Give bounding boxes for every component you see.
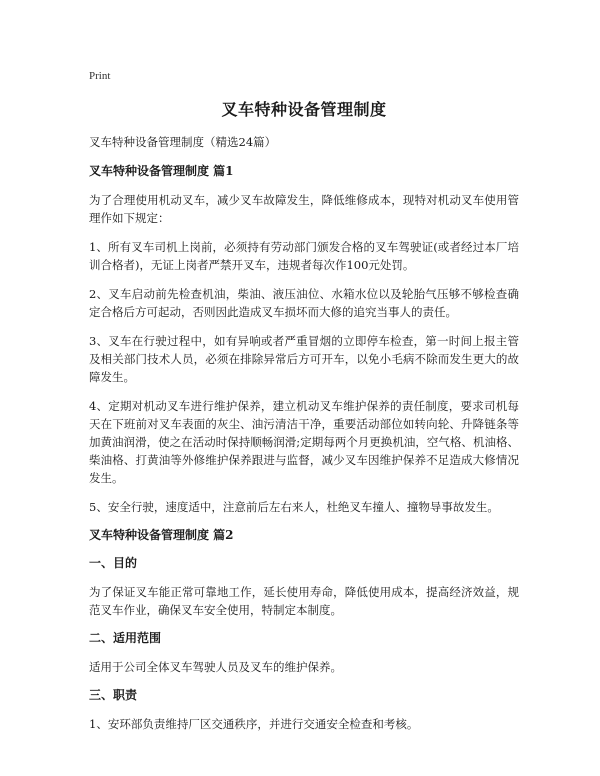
part-1-item-5: 5、安全行驶，速度适中，注意前后左右来人，杜绝叉车撞人、撞物导事故发生。: [89, 500, 499, 514]
document-subtitle: 叉车特种设备管理制度（精选24篇）: [89, 135, 277, 149]
part-1-intro: 为了合理使用机动叉车，减少叉车故障发生，降低维修成本，现特对机动叉车使用管理作如下规定：: [89, 193, 519, 225]
duties-item-1: 1、安环部负责维持厂区交通秩序，并进行交通安全检查和考核。: [89, 717, 419, 731]
part-1-item-4: 4、定期对机动叉车进行维护保养，建立机动叉车维护保养的责任制度，要求司机每天在下班前对叉车表面的灰尘、油污清洁干净，重要活动部位如转向轮、升降链条等加黄油润滑，使之在活动时保持顺畅润滑;定期每两个月更换机油，空气格、机油格、柴油格、打黄油等外修维护保养跟进与监督，减少叉车因维护保养不足造成大修情况发生。: [89, 399, 519, 485]
purpose-heading: 一、目的: [89, 556, 138, 570]
part-1-item-3: 3、叉车在行驶过程中，如有异响或者严重冒烟的立即停车检查，第一时间上报主管及相关部门技术人员，必须在排除异常后方可开车，以免小毛病不除而发生更大的故障发生。: [89, 334, 519, 384]
document-page: [89, 70, 519, 744]
scope-text: 适用于公司全体叉车驾驶人员及叉车的维护保养。: [89, 660, 342, 674]
part-2-heading: 叉车特种设备管理制度 篇2: [89, 528, 234, 542]
duties-heading: 三、职责: [89, 688, 138, 702]
part-1: [89, 163, 519, 516]
purpose-text: 为了保证叉车能正常可靠地工作，延长使用寿命，降低使用成本，提高经济效益，规范叉车作业，确保叉车安全使用，特制定本制度。: [89, 585, 519, 617]
part-1-heading: 叉车特种设备管理制度 篇1: [89, 164, 234, 178]
scope-heading: 二、适用范围: [89, 631, 162, 645]
document-title: 叉车特种设备管理制度: [221, 100, 387, 119]
part-1-item-1: 1、所有叉车司机上岗前，必须持有劳动部门颁发合格的叉车驾驶证(或者经过本厂培训合格者)，无证上岗者严禁开叉车，违规者每次作100元处罚。: [89, 240, 519, 272]
print-label: Print: [89, 70, 111, 82]
part-2: [89, 527, 519, 733]
part-1-item-2: 2、叉车启动前先检查机油，柴油、液压油位、水箱水位以及轮胎气压够不够检查确定合格后方可起动，否则因此造成叉车损坏而大修的追究当事人的责任。: [89, 287, 519, 319]
